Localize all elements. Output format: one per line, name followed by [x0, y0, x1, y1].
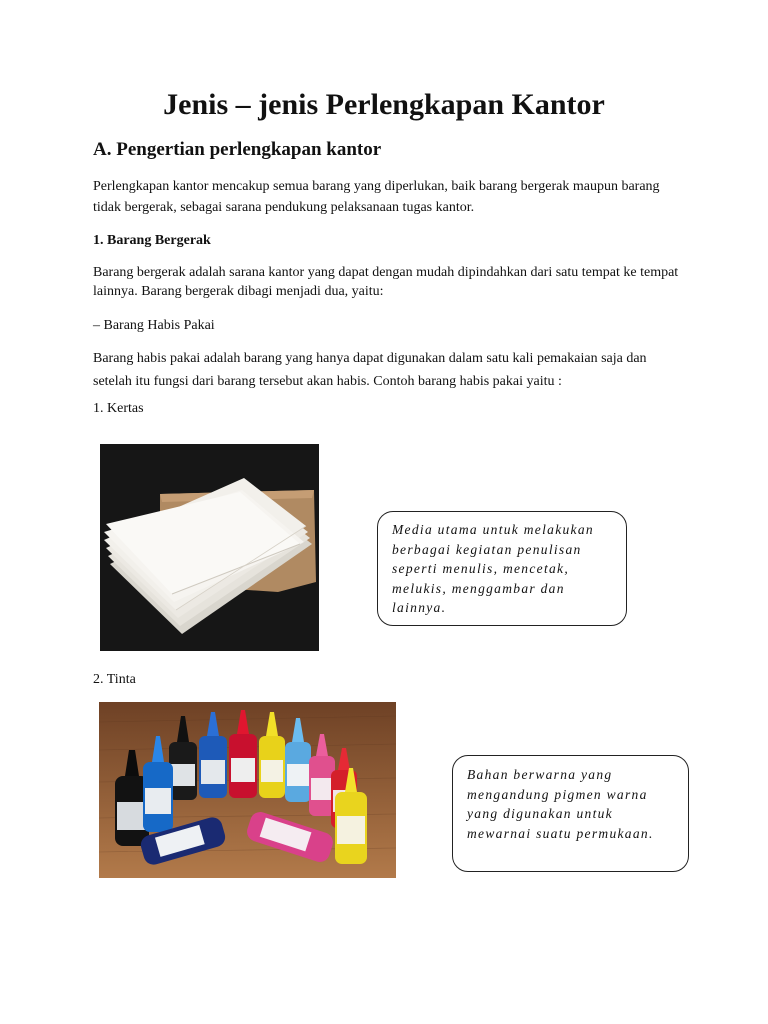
sub-heading: 1. Barang Bergerak	[93, 233, 211, 248]
intro-paragraph: Perlengkapan kantor mencakup semua barang yang diperlukan, baik barang bergerak maupun barang tidak bergerak, sebagai sarana pendukung pelaksanaan tugas kantor.	[93, 179, 660, 215]
barang-bergerak-paragraph: Barang bergerak adalah sarana kantor yang dapat dengan mudah dipindahkan dari satu tempat ke tempat lainnya. Barang bergerak dibagi menjadi dua, yaitu:	[93, 265, 679, 299]
section-heading: A. Pengertian perlengkapan kantor	[93, 139, 382, 160]
item-label-tinta: 2. Tinta	[93, 672, 136, 687]
ink-bottles-image	[99, 702, 396, 878]
callout-kertas: Media utama untuk melakukan berbagai kegiatan penulisan seperti menulis, mencetak, melukis, menggambar dan lainnya.	[377, 511, 627, 626]
callout-tinta: Bahan berwarna yang mengandung pigmen warna yang digunakan untuk mewarnai suatu permukaan.	[452, 755, 689, 872]
item-label-kertas: 1. Kertas	[93, 401, 144, 416]
page-title: Jenis – jenis Perlengkapan Kantor	[163, 88, 605, 121]
habis-pakai-paragraph: Barang habis pakai adalah barang yang hanya dapat digunakan dalam satu kali pemakaian saja dan setelah itu fungsi dari barang tersebut akan habis. Contoh barang habis pakai yaitu :	[93, 351, 647, 389]
dash-list-item: – Barang Habis Pakai	[93, 318, 215, 333]
paper-image	[100, 444, 319, 651]
